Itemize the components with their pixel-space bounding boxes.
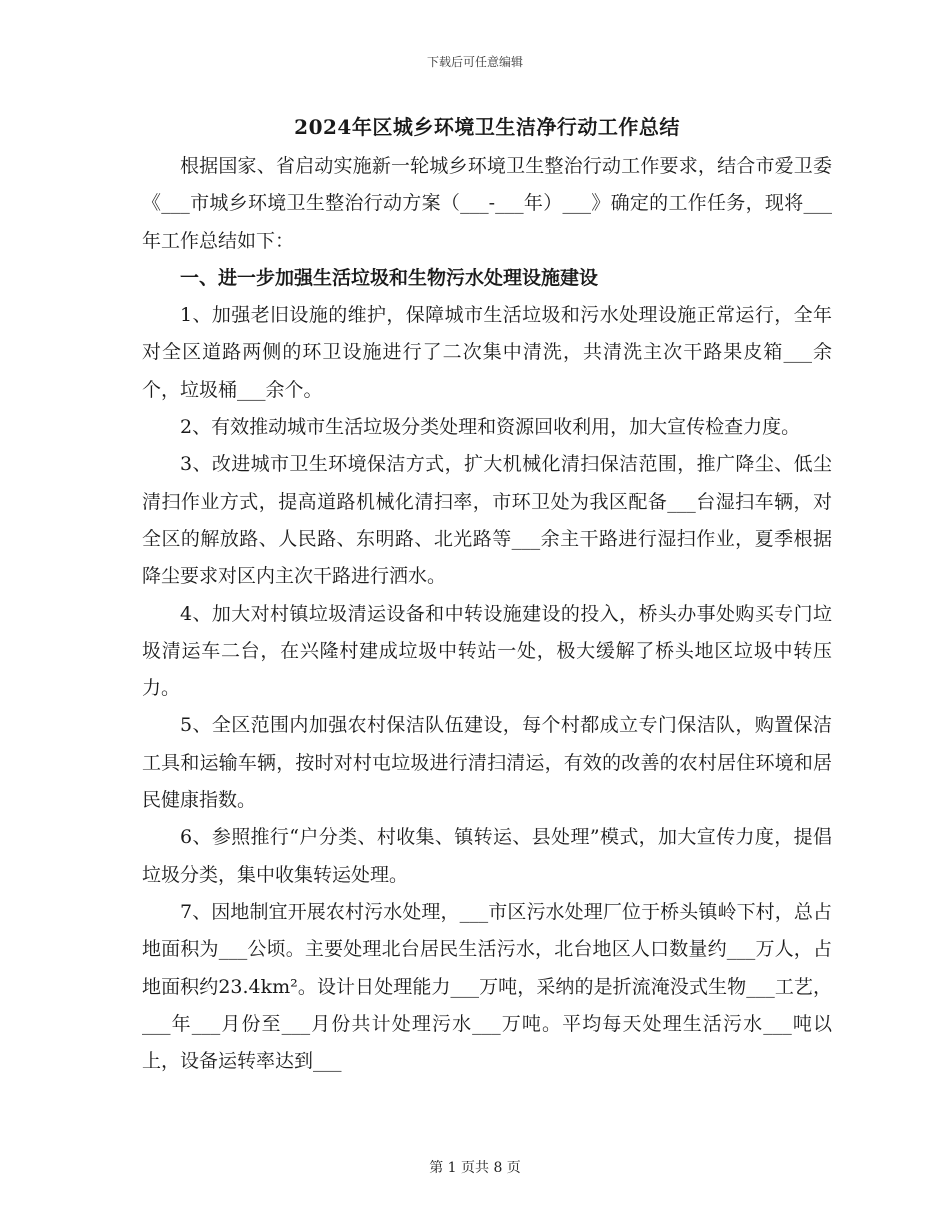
list-item-2: 2、有效推动城市生活垃圾分类处理和资源回收利用，加大宣传检查力度。 xyxy=(180,416,801,439)
section-heading: 一、进一步加强生活垃圾和生物污水处理设施建设 xyxy=(180,266,599,289)
document-title: 2024年区城乡环境卫生洁净行动工作总结 xyxy=(294,115,680,139)
header-note: 下载后可任意编辑 xyxy=(426,55,523,69)
list-item-6: 6、参照推行“户分类、村收集、镇转运、县处理”模式，加大宣传力度，提倡垃圾分类，集中收集转运处理。 xyxy=(142,826,832,886)
list-item-4: 4、加大对村镇垃圾清运设备和中转设施建设的投入，桥头办事处购买专门垃圾清运车二台，在兴隆村建成垃圾中转站一处，极大缓解了桥头地区垃圾中转压力。 xyxy=(142,602,832,700)
list-item-1: 1、加强老旧设施的维护，保障城市生活垃圾和污水处理设施正常运行，全年对全区道路两侧的环卫设施进行了二次集中清洗，共清洗主次干路果皮箱___余个，垃圾桶___余个。 xyxy=(142,304,832,401)
page-number-footer: 第 1 页共 8 页 xyxy=(429,1160,521,1176)
list-item-5: 5、全区范围内加强农村保洁队伍建设，每个村都成立专门保洁队，购置保洁工具和运输车辆，按时对村屯垃圾进行清扫清运，有效的改善的农村居住环境和居民健康指数。 xyxy=(142,714,832,812)
list-item-3: 3、改进城市卫生环境保洁方式，扩大机械化清扫保洁范围，推广降尘、低尘清扫作业方式，提高道路机械化清扫率，市环卫处为我区配备___台湿扫车辆，对全区的解放路、人民路、东明路、北光路等___余主干路进行湿扫作业，夏季根据降尘要求对区内主次干路进行洒水。 xyxy=(142,453,832,588)
intro-paragraph: 根据国家、省启动实施新一轮城乡环境卫生整治行动工作要求，结合市爱卫委《___市城乡环境卫生整治行动方案（___-___年）___》确定的工作任务，现将___年工作总结如下： xyxy=(142,155,832,252)
list-item-7: 7、因地制宜开展农村污水处理，___市区污水处理厂位于桥头镇岭下村，总占地面积为___公顷。主要处理北台居民生活污水，北台地区人口数量约___万人，占地面积约23.4km²。设计日处理能力___万吨，采纳的是折流淹没式生物___工艺，___年___月份至___月份共计处理污水___万吨。平均每天处理生活污水___吨以上，设备运转率达到___ xyxy=(142,900,832,1073)
document-body xyxy=(142,110,832,1080)
